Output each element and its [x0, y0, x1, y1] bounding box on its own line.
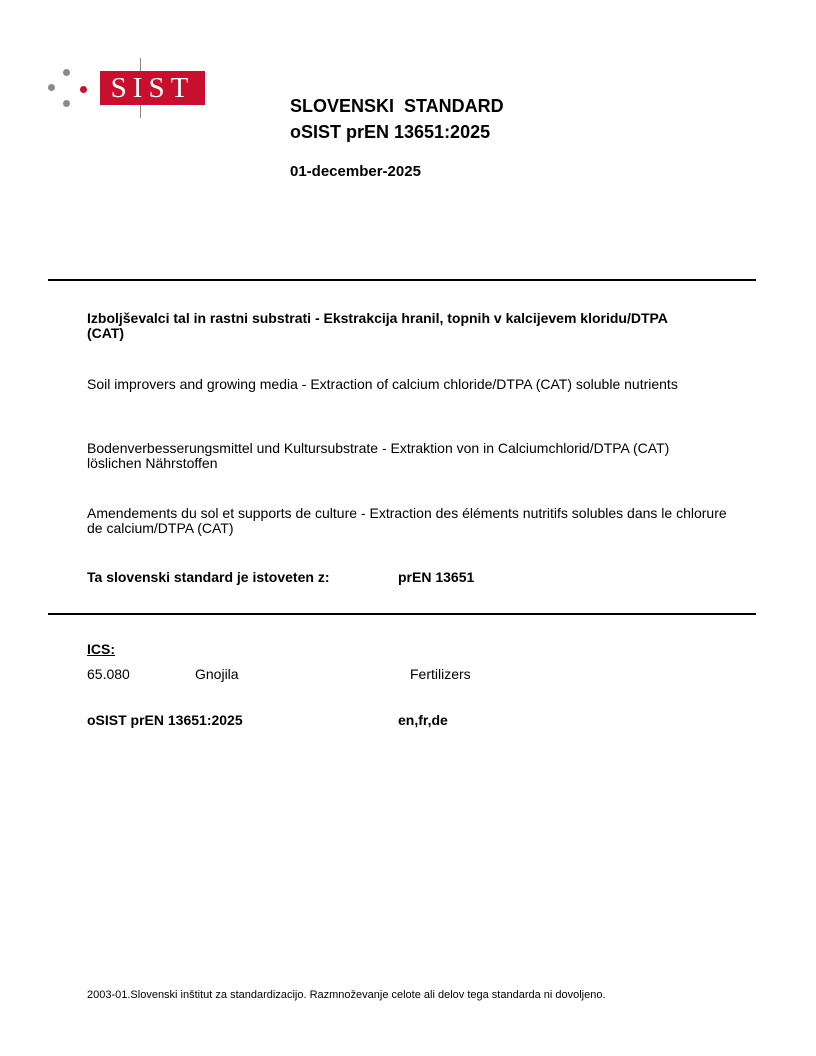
logo-dot-icon — [63, 69, 70, 76]
ics-slovenian: Gnojila — [195, 666, 239, 682]
ics-heading: ICS: — [87, 641, 115, 657]
reference-code: oSIST prEN 13651:2025 — [87, 712, 243, 728]
logo-dot-icon — [63, 100, 70, 107]
identical-label: Ta slovenski standard je istoveten z: — [87, 569, 330, 585]
reference-languages: en,fr,de — [398, 712, 448, 728]
title-english: Soil improvers and growing media - Extraction of calcium chloride/DTPA (CAT) soluble nutrients — [87, 376, 678, 392]
title-slovenian: Izboljševalci tal in rastni substrati - Ekstrakcija hranil, topnih v kalcijevem kloridu/DTPA (CAT) — [87, 310, 668, 341]
title-french: Amendements du sol et supports de culture - Extraction des éléments nutritifs solubles dans le chlorure de calcium/DTPA (CAT) — [87, 505, 727, 536]
standard-type: SLOVENSKI STANDARD — [290, 96, 504, 116]
ics-code: 65.080 — [87, 666, 130, 682]
identical-value: prEN 13651 — [398, 569, 475, 585]
ics-english: Fertilizers — [410, 666, 471, 682]
logo-dot-icon — [80, 86, 87, 93]
title-german: Bodenverbesserungsmittel und Kultursubstrate - Extraktion von in Calciumchlorid/DTPA (CAT) löslichen Nährstoffen — [87, 440, 670, 471]
logo-dot-icon — [48, 84, 55, 91]
standard-code: oSIST prEN 13651:2025 — [290, 122, 491, 142]
publication-date: 01-december-2025 — [290, 163, 421, 180]
copyright-footer: 2003-01.Slovenski inštitut za standardizacijo. Razmnoževanje celote ali delov tega standarda ni dovoljeno. — [87, 989, 606, 1001]
divider-bottom — [48, 613, 756, 615]
logo-wordmark: SIST — [100, 71, 205, 105]
divider-top — [48, 279, 756, 281]
